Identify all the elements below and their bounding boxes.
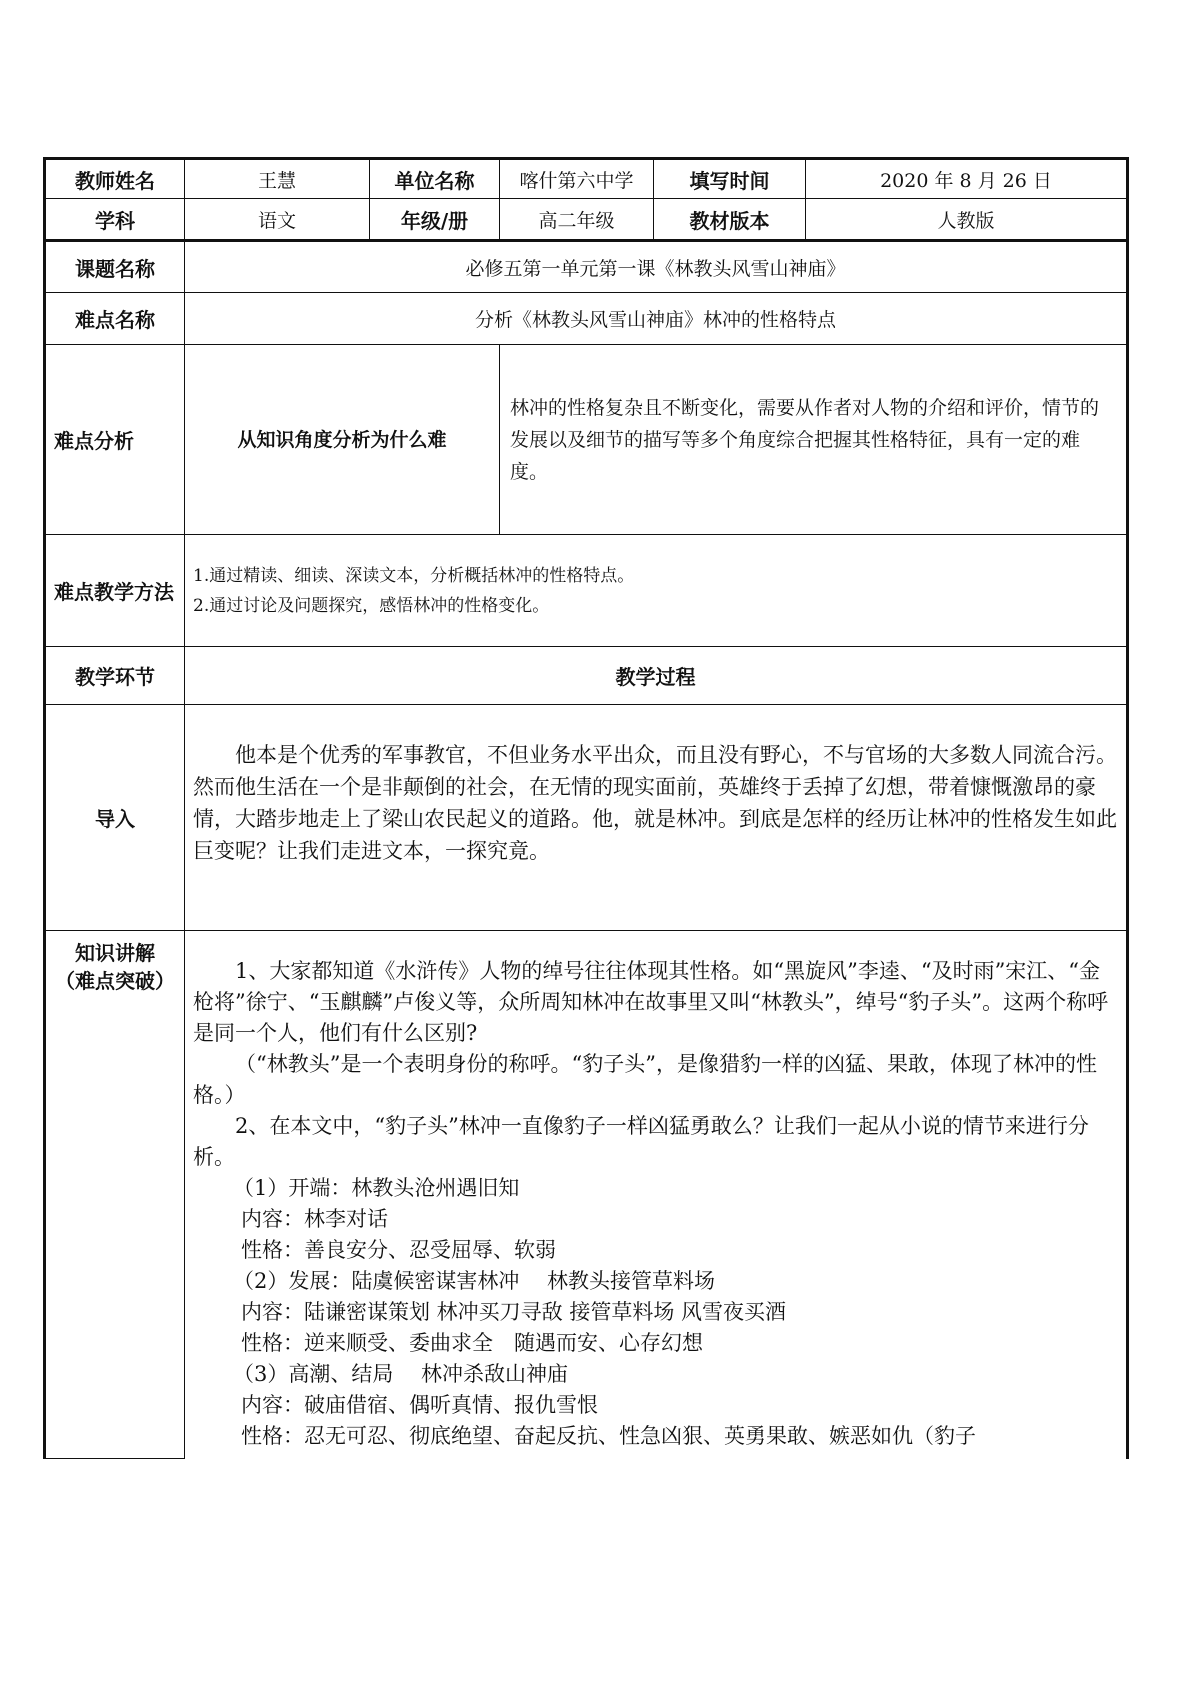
date-value: 2020 年 8 月 26 日 xyxy=(806,159,1128,199)
teacher-label: 教师姓名 xyxy=(45,159,185,199)
knowledge-content xyxy=(185,931,1128,1459)
topic-label: 课题名称 xyxy=(45,241,185,293)
section-3-content: 内容：破庙借宿、偶听真情、报仇雪恨 xyxy=(241,1393,598,1417)
method-content xyxy=(185,535,1128,647)
unit-label: 单位名称 xyxy=(370,159,500,199)
unit-value: 喀什第六中学 xyxy=(500,159,654,199)
difficulty-value: 分析《林教头风雪山神庙》林冲的性格特点 xyxy=(185,293,1128,345)
topic-value: 必修五第一单元第一课《林教头风雪山神庙》 xyxy=(185,241,1128,293)
knowledge-label-line-1: 知识讲解 xyxy=(75,941,155,965)
header-row-1 xyxy=(45,159,1128,199)
grade-label: 年级/册 xyxy=(370,199,500,241)
edition-label: 教材版本 xyxy=(654,199,806,241)
knowledge-p3: 2、在本文中，“豹子头”林冲一直像豹子一样凶猛勇敢么？让我们一起从小说的情节来进行分析。 xyxy=(193,1114,1089,1169)
section-1-trait: 性格：善良安分、忍受屈辱、软弱 xyxy=(241,1238,556,1262)
intro-label: 导入 xyxy=(45,705,185,931)
knowledge-p1: 1、大家都知道《水浒传》人物的绰号往往体现其性格。如“黑旋风”李逵、“及时雨”宋江、“金枪将”徐宁、“玉麒麟”卢俊义等，众所周知林冲在故事里又叫“林教头”，绰号“豹子头”。这两个称呼是同一个人，他们有什么区别? xyxy=(193,959,1109,1045)
lesson-plan-table xyxy=(43,157,1129,1459)
subject-label: 学科 xyxy=(45,199,185,241)
header-row-2 xyxy=(45,199,1128,241)
analysis-text: 林冲的性格复杂且不断变化，需要从作者对人物的介绍和评价，情节的发展以及细节的描写等多个角度综合把握其性格特征，具有一定的难度。 xyxy=(500,345,1128,535)
subject-value: 语文 xyxy=(185,199,370,241)
method-row xyxy=(45,535,1128,647)
method-label: 难点教学方法 xyxy=(45,535,185,647)
teacher-value: 王慧 xyxy=(185,159,370,199)
section-1-content: 内容：林李对话 xyxy=(241,1207,388,1231)
section-2-title: （2）发展：陆虞候密谋害林冲 林教头接管草料场 xyxy=(233,1269,716,1293)
intro-text: 他本是个优秀的军事教官，不但业务水平出众，而且没有野心，不与官场的大多数人同流合污。然而他生活在一个是非颠倒的社会，在无情的现实面前，英雄终于丢掉了幻想，带着慷慨激昂的豪情，大踏步地走上了梁山农民起义的道路。他，就是林冲。到底是怎样的经历让林冲的性格发生如此巨变呢？让我们走进文本，一探究竟。 xyxy=(193,742,1117,863)
analysis-row xyxy=(45,345,1128,535)
difficulty-label: 难点名称 xyxy=(45,293,185,345)
method-line-1: 1.通过精读、细读、深读文本，分析概括林冲的性格特点。 xyxy=(193,565,635,586)
section-3-title: （3）高潮、结局 林冲杀敌山神庙 xyxy=(233,1362,569,1386)
topic-row xyxy=(45,241,1128,293)
knowledge-label-line-2: （难点突破） xyxy=(55,969,175,993)
process-step-label: 教学环节 xyxy=(45,647,185,705)
process-label: 教学过程 xyxy=(185,647,1128,705)
intro-content xyxy=(185,705,1128,931)
date-label: 填写时间 xyxy=(654,159,806,199)
intro-row xyxy=(45,705,1128,931)
analysis-sublabel: 从知识角度分析为什么难 xyxy=(185,345,500,535)
section-2-content: 内容：陆谦密谋策划 林冲买刀寻敌 接管草料场 风雪夜买酒 xyxy=(241,1300,787,1324)
process-header-row xyxy=(45,647,1128,705)
section-2-trait: 性格：逆来顺受、委曲求全 随遇而安、心存幻想 xyxy=(241,1331,703,1355)
knowledge-row xyxy=(45,931,1128,1459)
knowledge-p2: （“林教头”是一个表明身份的称呼。“豹子头”，是像猎豹一样的凶猛、果敢，体现了林冲的性格。） xyxy=(193,1052,1097,1107)
analysis-label: 难点分析 xyxy=(45,345,185,535)
difficulty-row xyxy=(45,293,1128,345)
section-3-trait: 性格：忍无可忍、彻底绝望、奋起反抗、性急凶狠、英勇果敢、嫉恶如仇（豹子 xyxy=(241,1424,976,1448)
method-line-2: 2.通过讨论及问题探究，感悟林冲的性格变化。 xyxy=(193,595,550,616)
edition-value: 人教版 xyxy=(806,199,1128,241)
knowledge-label xyxy=(45,931,185,1459)
grade-value: 高二年级 xyxy=(500,199,654,241)
section-1-title: （1）开端：林教头沧州遇旧知 xyxy=(233,1176,520,1200)
